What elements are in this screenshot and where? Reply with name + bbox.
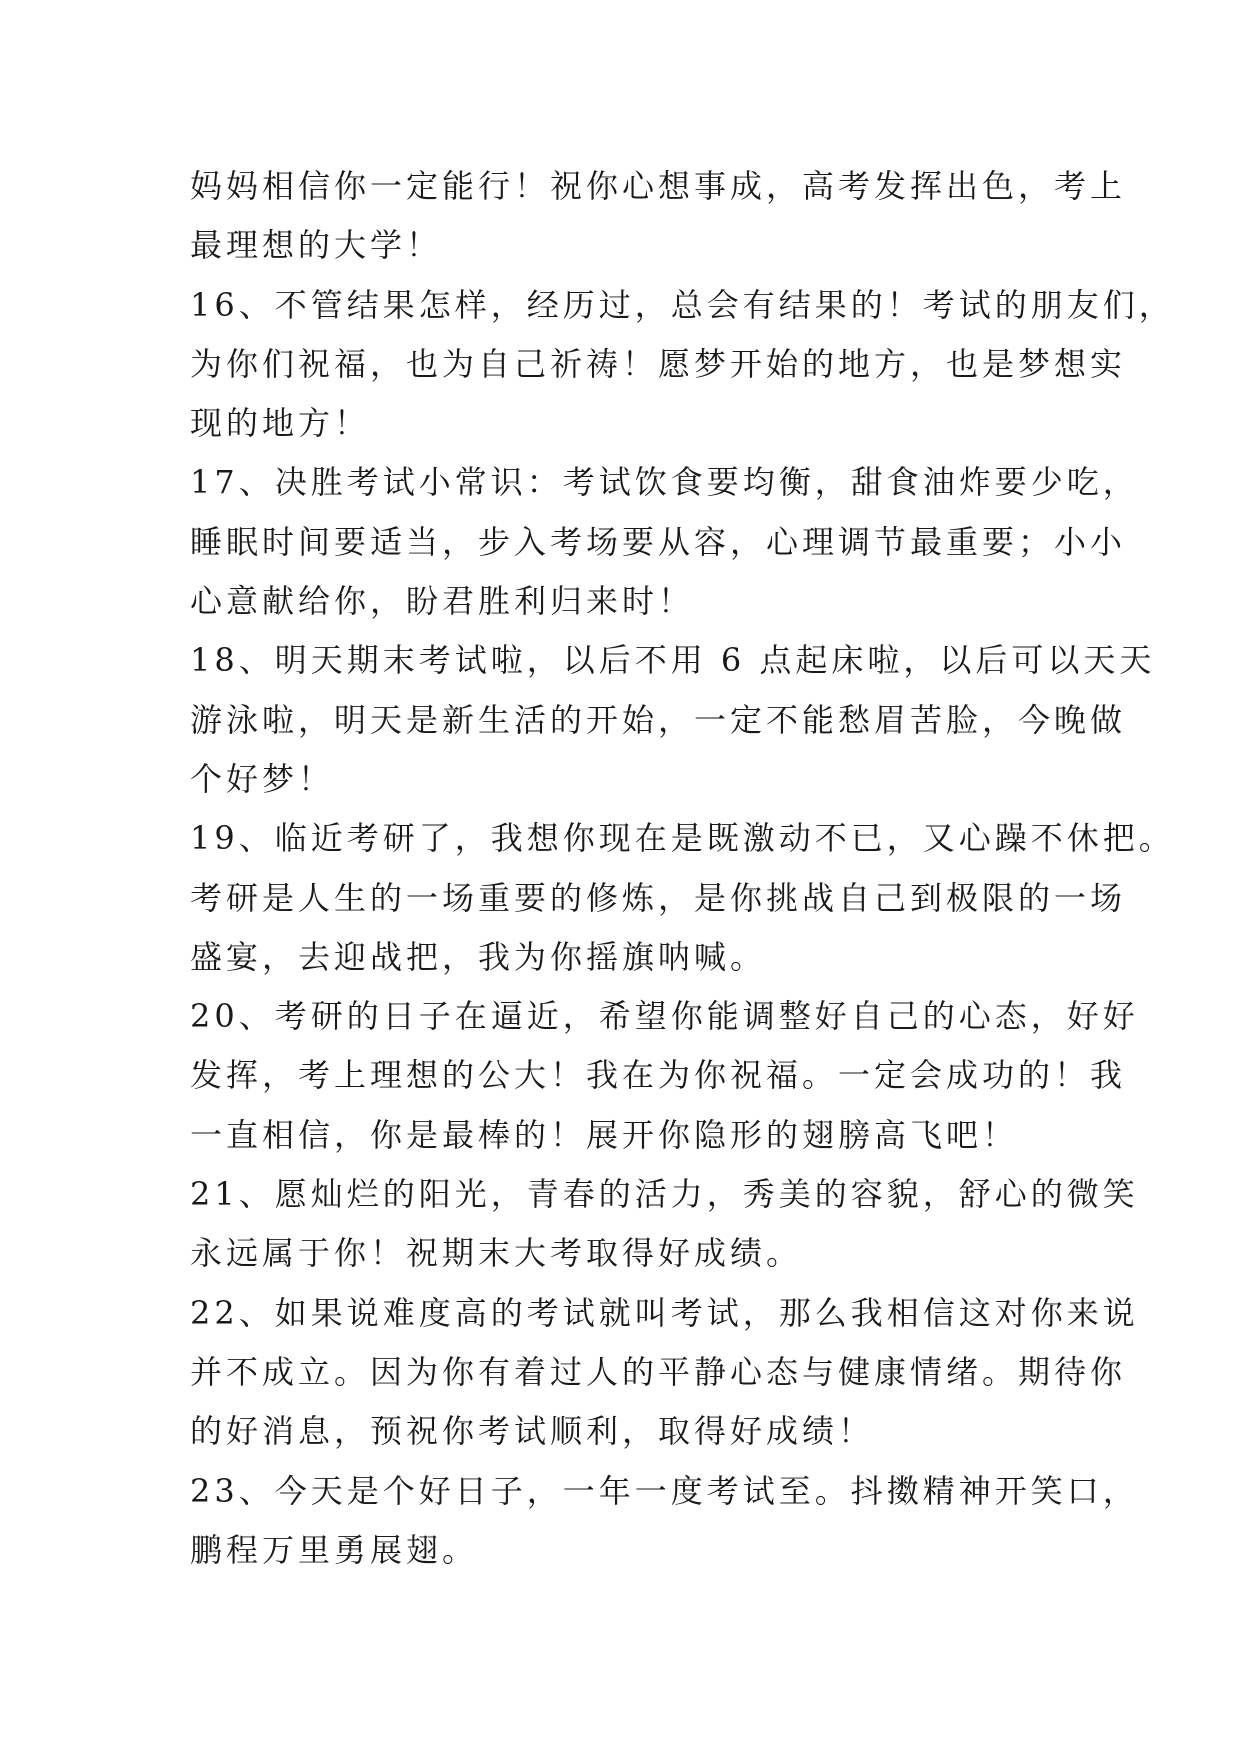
text-line: 为你们祝福，也为自己祈祷！愿梦开始的地方，也是梦想实 xyxy=(190,344,1127,383)
text-line: 22、如果说难度高的考试就叫考试，那么我相信这对你来说 xyxy=(190,1293,1139,1332)
text-line: 19、临近考研了，我想你现在是既激动不已，又心躁不休把。 xyxy=(190,819,1175,858)
text-line: 16、不管结果怎样，经历过，总会有结果的！考试的朋友们， xyxy=(190,285,1175,324)
body-text xyxy=(190,157,1175,1580)
text-line: 并不成立。因为你有着过人的平静心态与健康情绪。期待你 xyxy=(190,1352,1127,1391)
text-line: 现的地方！ xyxy=(190,404,371,443)
text-line: 17、决胜考试小常识：考试饮食要均衡，甜食油炸要少吃， xyxy=(190,463,1139,502)
text-line: 21、愿灿烂的阳光，青春的活力，秀美的容貌，舒心的微笑 xyxy=(190,1175,1139,1214)
text-line: 23、今天是个好日子，一年一度考试至。抖擞精神开笑口， xyxy=(190,1471,1139,1510)
text-line: 永远属于你！祝期末大考取得好成绩。 xyxy=(190,1234,803,1273)
text-line: 20、考研的日子在逼近，希望你能调整好自己的心态，好好 xyxy=(190,997,1139,1036)
text-line: 最理想的大学！ xyxy=(190,226,443,265)
text-line: 心意献给你，盼君胜利归来时！ xyxy=(190,582,695,621)
text-line: 发挥，考上理想的公大！我在为你祝福。一定会成功的！我 xyxy=(190,1056,1127,1095)
text-line: 个好梦！ xyxy=(190,759,335,798)
text-line: 18、明天期末考试啦，以后不用 6 点起床啦，以后可以天天 xyxy=(190,641,1156,680)
text-line: 游泳啦，明天是新生活的开始，一定不能愁眉苦脸，今晚做 xyxy=(190,700,1127,739)
text-line: 妈妈相信你一定能行！祝你心想事成，高考发挥出色，考上 xyxy=(190,167,1127,205)
text-line: 睡眠时间要适当，步入考场要从容，心理调节最重要；小小 xyxy=(190,522,1127,561)
text-line: 考研是人生的一场重要的修炼，是你挑战自己到极限的一场 xyxy=(190,878,1127,917)
text-line: 一直相信，你是最棒的！展开你隐形的翅膀高飞吧！ xyxy=(190,1115,1019,1154)
text-line: 鹏程万里勇展翅。 xyxy=(190,1530,479,1569)
text-line: 盛宴，去迎战把，我为你摇旗呐喊。 xyxy=(190,937,767,976)
text-line: 的好消息，预祝你考试顺利，取得好成绩！ xyxy=(190,1412,875,1451)
